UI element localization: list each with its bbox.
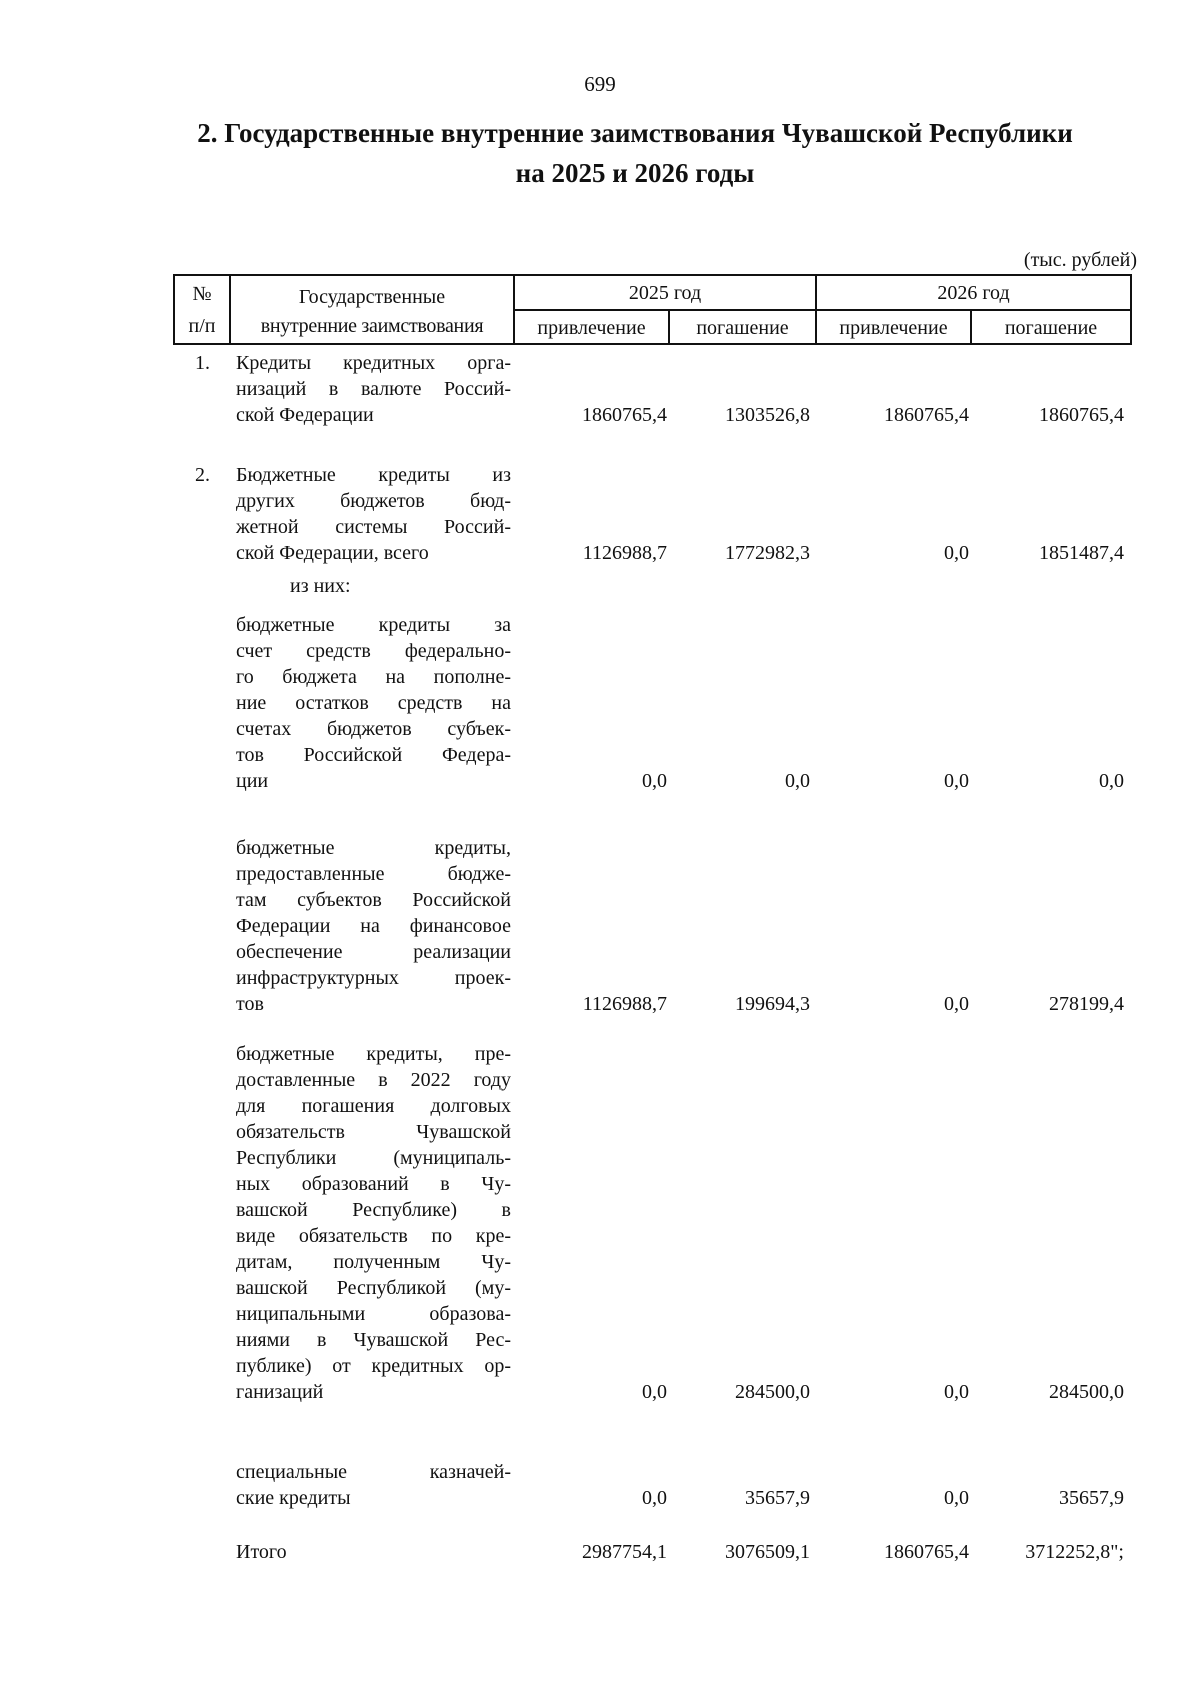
description-line: ганизаций <box>236 1381 324 1403</box>
description-line: Итого <box>236 1541 287 1563</box>
row-description <box>236 462 511 566</box>
value-2025-repay: 0,0 <box>785 770 810 792</box>
value-2025-attract: 0,0 <box>642 1381 667 1403</box>
value-2026-repay: 35657,9 <box>1059 1487 1124 1509</box>
description-line: бюджетные кредиты за <box>236 614 511 636</box>
description-line: Кредиты кредитных орга- <box>236 352 511 374</box>
header-num-symbol: № <box>192 283 212 305</box>
value-2025-repay: 284500,0 <box>735 1381 810 1403</box>
description-line: бюджетные кредиты, <box>236 837 511 859</box>
header-num-label: п/п <box>188 315 216 337</box>
value-2025-repay: 1303526,8 <box>725 404 810 426</box>
value-2025-attract: 2987754,1 <box>582 1541 667 1563</box>
row-description <box>236 1459 511 1511</box>
description-line: ниципальными образова- <box>236 1303 511 1325</box>
value-2026-repay: 278199,4 <box>1049 993 1124 1015</box>
description-line: дитам, полученным Чу- <box>236 1251 511 1273</box>
description-line: счет средств федерально- <box>236 640 511 662</box>
description-line: Бюджетные кредиты из <box>236 464 511 486</box>
description-line: публике) от кредитных ор- <box>236 1355 511 1377</box>
value-2025-attract: 1860765,4 <box>582 404 667 426</box>
header-name-line1: Государственные <box>298 286 446 308</box>
description-line: счетах бюджетов субъек- <box>236 718 511 740</box>
row-description <box>236 1041 511 1405</box>
header-2026-attract: привлечение <box>839 317 948 339</box>
value-2025-attract: 1126988,7 <box>582 993 667 1015</box>
value-2026-attract: 0,0 <box>944 770 969 792</box>
description-line: бюджетные кредиты, пре- <box>236 1043 511 1065</box>
row-description <box>236 612 511 794</box>
value-2026-repay: 1851487,4 <box>1039 542 1124 564</box>
description-line: вашской Республике) в <box>236 1199 511 1221</box>
description-line: обеспечение реализации <box>236 941 511 963</box>
value-2025-attract: 1126988,7 <box>582 542 667 564</box>
description-line: там субъектов Российской <box>236 889 511 911</box>
subitems-note: из них: <box>290 575 351 597</box>
value-2025-attract: 0,0 <box>642 1487 667 1509</box>
description-line: инфраструктурных проек- <box>236 967 511 989</box>
description-line: тов <box>236 993 264 1015</box>
value-2026-repay: 1860765,4 <box>1039 404 1124 426</box>
description-line: виде обязательств по кре- <box>236 1225 511 1247</box>
value-2026-attract: 1860765,4 <box>884 404 969 426</box>
description-line: тов Российской Федера- <box>236 744 511 766</box>
description-line: для погашения долговых <box>236 1095 511 1117</box>
header-year-2026: 2026 год <box>937 282 1010 304</box>
value-2026-attract: 0,0 <box>944 993 969 1015</box>
header-name-line2: внутренние заимствования <box>260 315 484 337</box>
header-2026-repay: погашение <box>1004 317 1098 339</box>
header-year-2025: 2025 год <box>628 282 702 304</box>
row-description <box>236 835 511 1017</box>
description-line: Республики (муниципаль- <box>236 1147 511 1169</box>
row-number: 1. <box>195 352 210 374</box>
value-2025-repay: 199694,3 <box>735 993 810 1015</box>
description-line: ниями в Чувашской Рес- <box>236 1329 511 1351</box>
value-2025-repay: 35657,9 <box>745 1487 810 1509</box>
page-subtitle: на 2025 и 2026 годы <box>515 158 755 188</box>
description-line: обязательств Чувашской <box>236 1121 511 1143</box>
value-2026-repay: 3712252,8"; <box>1025 1541 1124 1563</box>
description-line: специальные казначей- <box>236 1461 511 1483</box>
description-line: жетной системы Россий- <box>236 516 511 538</box>
units-label: (тыс. рублей) <box>1023 249 1137 271</box>
value-2026-attract: 0,0 <box>944 1381 969 1403</box>
value-2026-repay: 284500,0 <box>1049 1381 1124 1403</box>
value-2025-repay: 3076509,1 <box>725 1541 810 1563</box>
header-2025-attract: привлечение <box>537 317 646 339</box>
value-2026-repay: 0,0 <box>1099 770 1124 792</box>
value-2026-attract: 0,0 <box>944 542 969 564</box>
page-title: 2. Государственные внутренние заимствования Чувашской Республики <box>197 118 1073 148</box>
row-number: 2. <box>195 464 210 486</box>
description-line: доставленные в 2022 году <box>236 1069 511 1091</box>
value-2026-attract: 0,0 <box>944 1487 969 1509</box>
page-number: 699 <box>584 72 616 96</box>
description-line: вашской Республикой (му- <box>236 1277 511 1299</box>
description-line: низаций в валюте Россий- <box>236 378 511 400</box>
value-2025-attract: 0,0 <box>642 770 667 792</box>
description-line: Федерации на финансовое <box>236 915 511 937</box>
description-line: предоставленные бюдже- <box>236 863 511 885</box>
description-line: других бюджетов бюд- <box>236 490 511 512</box>
description-line: ские кредиты <box>236 1487 351 1509</box>
description-line: ние остатков средств на <box>236 692 511 714</box>
row-description <box>236 350 511 428</box>
value-2025-repay: 1772982,3 <box>725 542 810 564</box>
value-2026-attract: 1860765,4 <box>884 1541 969 1563</box>
description-line: ской Федерации, всего <box>236 542 429 564</box>
description-line: ской Федерации <box>236 404 374 426</box>
row-description <box>236 1539 511 1565</box>
description-line: го бюджета на пополне- <box>236 666 511 688</box>
description-line: ции <box>236 770 269 792</box>
header-2025-repay: погашение <box>696 317 789 339</box>
description-line: ных образований в Чу- <box>236 1173 511 1195</box>
